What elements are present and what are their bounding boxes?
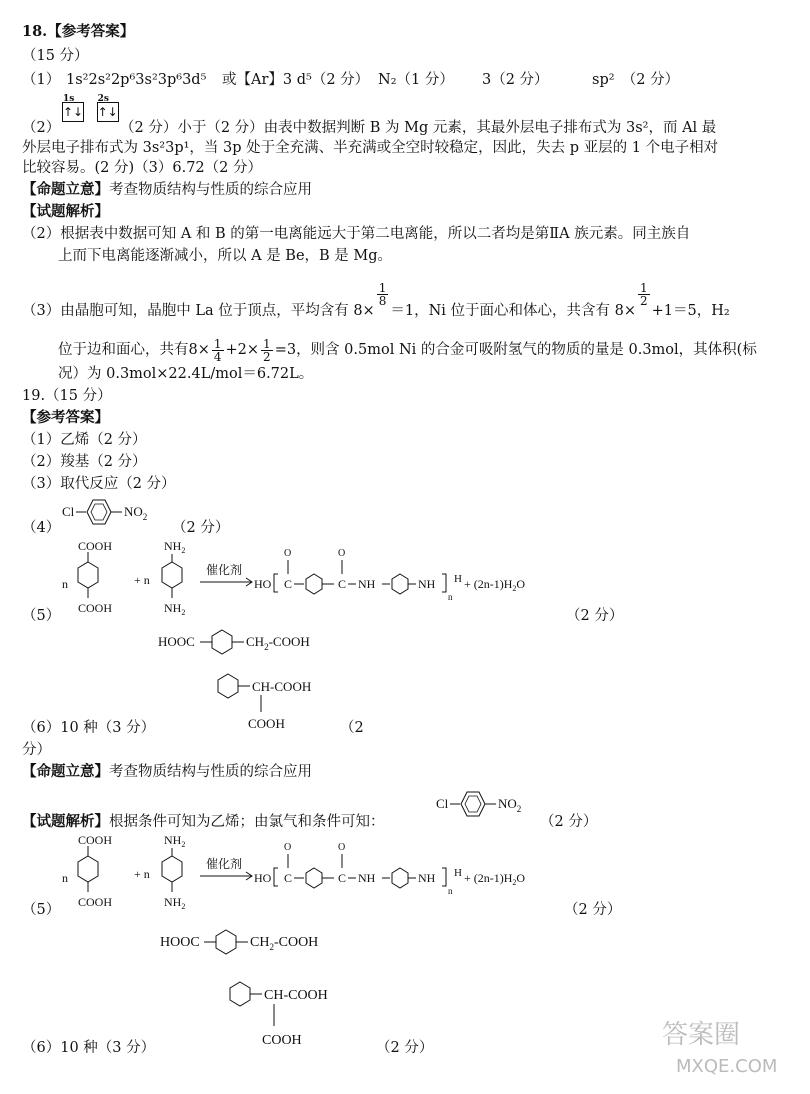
svg-text:C: C: [284, 577, 293, 591]
q19-b5-score: （2 分）: [564, 902, 622, 918]
polymerization-reaction-2: [56, 830, 576, 922]
nh2-bottom: $NH_2$: [164, 601, 186, 617]
watermark-url: MXQE.COM: [676, 1056, 778, 1077]
q18-config-alt: 或【Ar】3 d⁵（2 分）: [222, 72, 370, 88]
q18-n2: N₂（1 分）: [378, 72, 454, 88]
q18-score: （15 分）: [22, 48, 89, 64]
q18-intent: 【命题立意】考查物质结构与性质的综合应用: [22, 181, 312, 198]
catalyst-label: 催化剂: [206, 563, 243, 577]
q18-part2-num: （2）: [22, 120, 61, 136]
q18-part1-num: （1）: [22, 72, 61, 88]
hooc-phenyl-ch2-cooh-2: [158, 922, 388, 962]
svg-text:n: n: [448, 592, 453, 602]
svg-text:HO: HO: [254, 577, 272, 591]
q19-answer-label: 【参考答案】: [22, 409, 109, 426]
svg-text:O: O: [284, 548, 292, 559]
water-term: + $(2n-1)H_2O$: [464, 577, 526, 593]
svg-text:n: n: [62, 577, 68, 591]
svg-text:O: O: [338, 548, 346, 559]
svg-text:CH-COOH: CH-COOH: [264, 988, 328, 1003]
svg-text:NO2: $NO_2$: [498, 796, 522, 814]
q19-analysis: 【试题解析】根据条件可知为乙烯；由氯气和条件可知：: [22, 813, 385, 830]
q18-sp2: sp² （2 分）: [592, 72, 680, 88]
svg-text:HOOC: HOOC: [158, 634, 195, 649]
svg-text:COOH: COOH: [78, 833, 113, 847]
q19-a6-tail1: （2: [340, 720, 364, 736]
watermark-logo: 答案圈: [662, 1020, 741, 1050]
svg-text:COOH: COOH: [262, 1033, 302, 1048]
svg-text:NH2: $NH_2$: [164, 833, 186, 849]
svg-text:催化剂: 催化剂: [206, 857, 243, 871]
q19-b6-score: （2 分）: [376, 1040, 434, 1056]
svg-text:COOH: COOH: [248, 716, 285, 731]
phenyl-malonic-structure-2: [222, 976, 382, 1052]
q18-p2-line3: 比较容易。(2 分)（3）6.72（2 分）: [22, 160, 262, 176]
svg-text:+ n: + n: [134, 573, 150, 587]
svg-text:H: H: [454, 573, 462, 585]
q18-analysis-2-line2: 上而下电离能逐渐减小，所以 A 是 Be，B 是 Mg。: [58, 248, 393, 264]
polymerization-reaction-1: [56, 536, 576, 628]
svg-text:C: C: [338, 577, 347, 591]
q18-three: 3（2 分）: [482, 72, 549, 88]
svg-text:H: H: [454, 867, 462, 879]
svg-text:C: C: [338, 871, 347, 885]
no2-label: $NO_2$: [124, 504, 148, 522]
q19-a4-score: （2 分）: [172, 520, 230, 536]
q18-analysis-label: 【试题解析】: [22, 203, 109, 220]
q18-analysis-3-line2: 位于边和面心，共有8× $\frac{1}{4}$ +2× $\frac{1}{2}$ =3，则含 0.5mol Ni 的合金可吸附氢气的物质的量是 0.3mol，其体积(标: [58, 336, 757, 364]
svg-text:O: O: [284, 842, 292, 853]
svg-text:CH2-COOH: $CH_2$-COOH: [250, 935, 319, 952]
q19-b5-num: （5）: [22, 902, 61, 918]
q19-a1: （1）乙烯（2 分）: [22, 432, 147, 448]
fraction-1-2: $\frac{1}{2}$: [640, 281, 648, 308]
ch2-cooh-group: $CH_2$-COOH: [246, 634, 310, 652]
svg-text:NH: NH: [418, 871, 436, 885]
chloronitrobenzene-structure: [60, 494, 170, 530]
q19-analysis-score: （2 分）: [540, 814, 598, 830]
orbital-2s: 2s ↑↓: [97, 102, 119, 122]
q19-heading: 19.（15 分）: [22, 388, 112, 404]
svg-text:n: n: [448, 886, 453, 896]
q18-heading: 18.【参考答案】: [22, 23, 135, 40]
svg-text:HOOC: HOOC: [160, 935, 200, 950]
chloronitrobenzene-structure-2: [434, 786, 544, 822]
nh2-top: $NH_2$: [164, 539, 186, 555]
orbital-diagram: [62, 94, 119, 122]
svg-text:NH: NH: [418, 577, 436, 591]
svg-text:n: n: [62, 871, 68, 885]
q19-a3: （3）取代反应（2 分）: [22, 476, 176, 492]
q18-analysis-2-line1: （2）根据表中数据可知 A 和 B 的第一电离能远大于第二电离能，所以二者均是第ⅡA 族元素。同主族自: [22, 226, 691, 242]
svg-text:+ n: + n: [134, 867, 150, 881]
fraction-1-8: $\frac{1}{8}$: [378, 281, 387, 308]
q18-p2-line1: （2 分）小于（2 分）由表中数据判断 B 为 Mg 元素，其最外层电子排布式为 3s²，而 Al 最: [120, 120, 717, 136]
cl-label: Cl: [62, 504, 75, 519]
q19-a5-num: （5）: [22, 608, 61, 624]
q19-intent: 【命题立意】考查物质结构与性质的综合应用: [22, 763, 312, 780]
q18-analysis-3-line3: 况）为 0.3mol×22.4L/mol＝6.72L。: [58, 366, 314, 382]
svg-text:NH: NH: [358, 871, 376, 885]
svg-text:COOH: COOH: [78, 539, 113, 553]
hooc-phenyl-ch2-cooh: [156, 622, 376, 662]
svg-text:NH2: $NH_2$: [164, 895, 186, 911]
q19-b6: （6）10 种（3 分）: [22, 1040, 156, 1056]
svg-text:HO: HO: [254, 871, 272, 885]
svg-text:CH-COOH: CH-COOH: [252, 679, 312, 694]
q19-a2: （2）羧基（2 分）: [22, 454, 147, 470]
svg-text:+ (2n-1)H2O: + $(2n-1)H_2O$: [464, 871, 526, 887]
svg-text:COOH: COOH: [78, 895, 113, 909]
q19-a4-num: （4）: [22, 520, 61, 536]
q19-a6: （6）10 种（3 分）: [22, 720, 156, 736]
svg-text:COOH: COOH: [78, 601, 113, 615]
q19-a6-tail2: 分）: [22, 742, 51, 758]
q18-analysis-3-line1: （3）由晶胞可知，晶胞中 La 位于顶点，平均含有 8× $\frac{1}{8}$ ＝1，Ni 位于面心和体心，共含有 8× $\frac{1}{2}$ +1＝5，H₂: [22, 281, 730, 319]
svg-text:C: C: [284, 871, 293, 885]
orbital-1s: 1s ↑↓: [62, 102, 84, 122]
svg-text:NH: NH: [358, 577, 376, 591]
svg-text:Cl: Cl: [436, 796, 449, 811]
q18-p2-line2: 外层电子排布式为 3s²3p¹，当 3p 处于全充满、半充满或全空时较稳定，因此，失去 p 亚层的 1 个电子相对: [22, 140, 719, 156]
svg-text:O: O: [338, 842, 346, 853]
q18-config: 1s²2s²2p⁶3s²3p⁶3d⁵: [66, 72, 207, 88]
formula-h2-count: 8× $\frac{1}{4}$ +2× $\frac{1}{2}$ =3: [188, 336, 297, 364]
q19-a5-score: （2 分）: [566, 608, 624, 624]
